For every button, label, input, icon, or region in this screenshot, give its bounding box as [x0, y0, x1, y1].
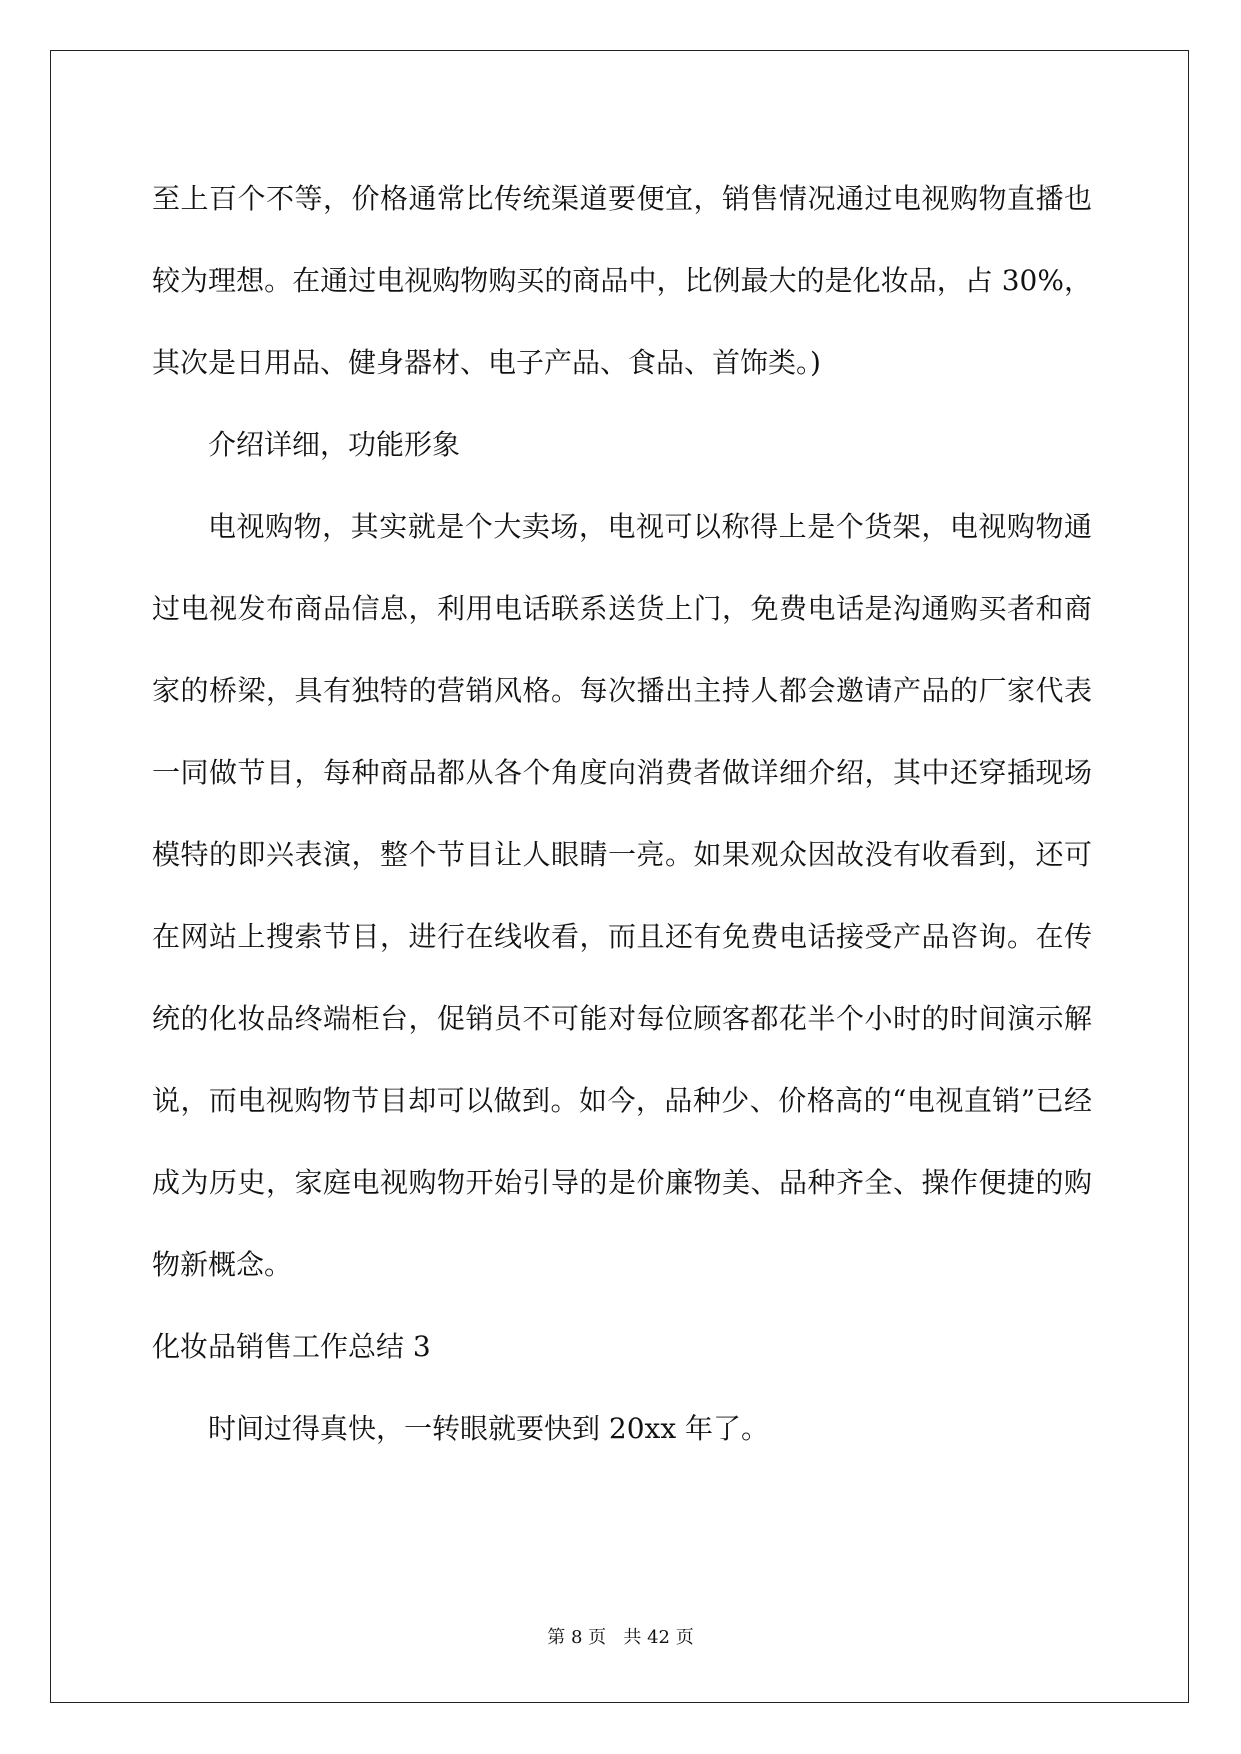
paragraph-subheading: 介绍详细，功能形象 — [208, 428, 461, 461]
page-number: 第 8 页 — [547, 1627, 607, 1648]
paragraph-opening: 时间过得真快，一转眼就要快到 20xx 年了。 — [208, 1412, 770, 1445]
document-body — [152, 158, 1092, 1470]
section-heading: 化妆品销售工作总结 3 — [152, 1330, 431, 1363]
page-total: 共 42 页 — [623, 1627, 694, 1648]
page-footer — [0, 1623, 1241, 1649]
paragraph-tv-shopping: 电视购物，其实就是个大卖场，电视可以称得上是个货架，电视购物通过电视发布商品信息，利用电话联系送货上门，免费电话是沟通购买者和商家的桥梁，具有独特的营销风格。每次播出主持人都会邀请产品的厂家代表一同做节目，每种商品都从各个角度向消费者做详细介绍，其中还穿插现场模特的即兴表演，整个节目让人眼睛一亮。如果观众因故没有收看到，还可在网站上搜索节目，进行在线收看，而且还有免费电话接受产品咨询。在传统的化妆品终端柜台，促销员不可能对每位顾客都花半个小时的时间演示解说，而电视购物节目却可以做到。如今，品种少、价格高的“电视直销”已经成为历史，家庭电视购物开始引导的是价廉物美、品种齐全、操作便捷的购物新概念。 — [152, 510, 1092, 1281]
paragraph-intro-continuation: 至上百个不等，价格通常比传统渠道要便宜，销售情况通过电视购物直播也较为理想。在通过电视购物购买的商品中，比例最大的是化妆品，占 30%，其次是日用品、健身器材、电子产品、食品、首饰类。) — [152, 182, 1092, 379]
